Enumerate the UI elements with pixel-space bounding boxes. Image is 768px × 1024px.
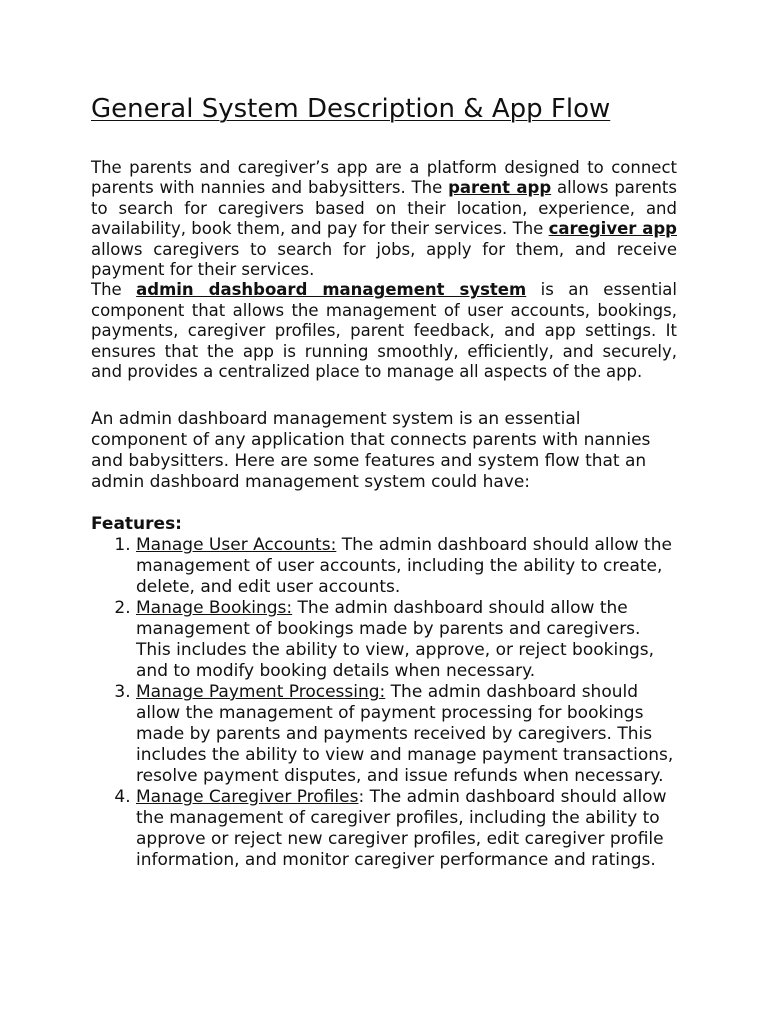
intro-text: is an essential component that allows the management of user accounts, bookings, payments, caregiver profiles, parent feedback, and app settings. It ensures that the app is running smoothly, efficiently, and securely, and provides a centralized place to manage all aspects of the app. (91, 280, 677, 382)
feature-description: The admin dashboard should allow the management of payment processing for bookings made by parents and payments received by caregivers. This includes the ability to view and manage payment transactions, resolve payment disputes, and issue refunds when necessary. (136, 682, 674, 786)
feature-title: Manage Payment Processing: (136, 682, 386, 702)
admin-dashboard-term: admin dashboard management system (136, 280, 527, 300)
features-list (91, 535, 677, 871)
feature-description: : The admin dashboard should allow the management of caregiver profiles, including the ability to approve or reject new caregiver profiles, edit caregiver profile information, and monitor caregiver performance and ratings. (136, 787, 667, 870)
intro-text: The (91, 280, 137, 300)
feature-description: The admin dashboard should allow the management of user accounts, including the ability to create, delete, and edit user accounts. (136, 535, 672, 597)
summary-paragraph: An admin dashboard management system is an essential component of any application that connects parents with nannies and babysitters. Here are some features and system flow that an admin dashboard management system could have: (91, 409, 651, 492)
intro-section (91, 158, 677, 382)
feature-title: Manage Caregiver Profiles (136, 787, 359, 807)
intro-text: allows parents to search for caregivers based on their location, experience, and availability, book them, and pay for their services. The (91, 178, 678, 239)
feature-item-payment-processing (136, 682, 677, 787)
intro-text: allows caregivers to search for jobs, apply for them, and receive payment for their services. (91, 239, 677, 280)
feature-item-bookings (136, 598, 677, 682)
parent-app-term: parent app (448, 178, 552, 198)
intro-paragraph-2 (91, 280, 677, 382)
page-title: General System Description & App Flow (91, 94, 611, 124)
features-heading: Features: (91, 514, 182, 534)
intro-paragraph-1 (91, 158, 677, 280)
feature-item-caregiver-profiles (136, 787, 677, 871)
feature-description: The admin dashboard should allow the management of bookings made by parents and caregivers. This includes the ability to view, approve, or reject bookings, and to modify booking details when necessary. (136, 598, 655, 681)
feature-title: Manage User Accounts: (136, 535, 337, 555)
feature-item-user-accounts (136, 535, 677, 598)
caregiver-app-term: caregiver app (548, 219, 677, 239)
feature-title: Manage Bookings: (136, 598, 293, 618)
intro-text: The parents and caregiver’s app are a platform designed to connect parents with nannies and babysitters. The (91, 158, 677, 198)
